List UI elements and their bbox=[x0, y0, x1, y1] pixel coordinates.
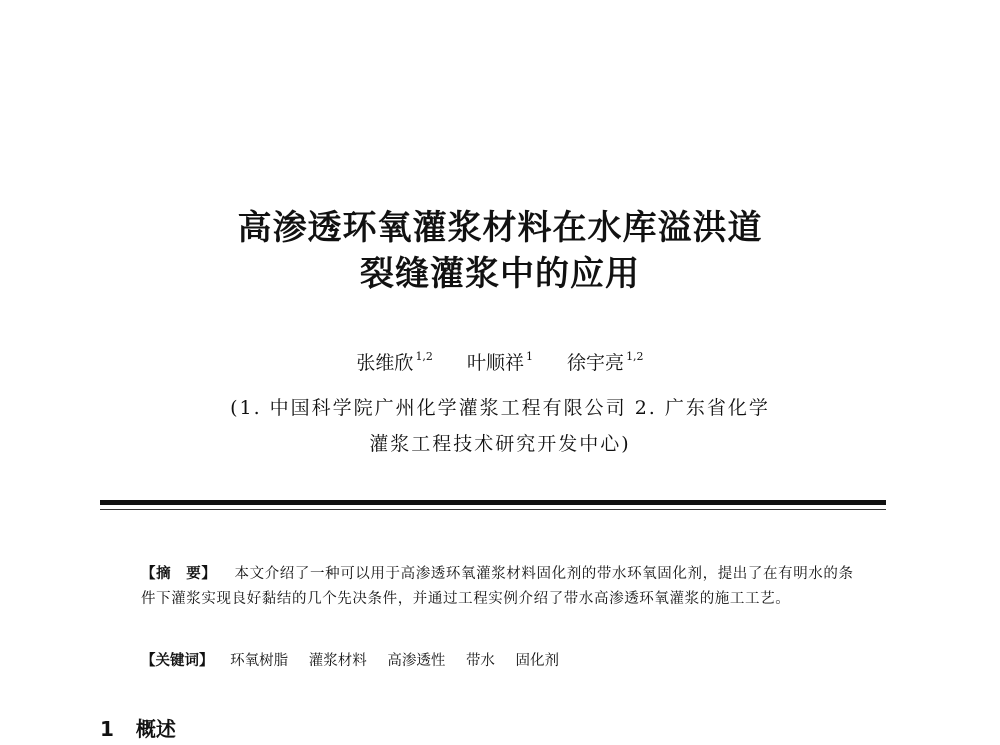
author-affiliation-mark: 1,2 bbox=[626, 350, 644, 363]
author-name: 叶顺祥 bbox=[466, 352, 524, 374]
affiliation-line-2: 灌浆工程技术研究开发中心) bbox=[369, 433, 631, 455]
section-title: 概述 bbox=[135, 717, 176, 741]
section-heading bbox=[100, 716, 176, 742]
author-affiliation-mark: 1,2 bbox=[415, 350, 433, 363]
header-rule-thin bbox=[100, 509, 886, 510]
author-list bbox=[0, 344, 1000, 376]
keyword: 固化剂 bbox=[515, 653, 560, 669]
section-number: 1 bbox=[100, 717, 114, 741]
author-affiliation-mark: 1 bbox=[526, 350, 533, 363]
paper-title-line-1: 高渗透环氧灌浆材料在水库溢洪道 bbox=[237, 208, 763, 248]
paper-title-line-2: 裂缝灌浆中的应用 bbox=[360, 254, 640, 294]
author bbox=[356, 352, 433, 374]
keyword: 环氧树脂 bbox=[230, 653, 289, 669]
keywords bbox=[141, 649, 863, 674]
abstract-text: 本文介绍了一种可以用于高渗透环氧灌浆材料固化剂的带水环氧固化剂，提出了在有明水的条件下灌浆实现良好黏结的几个先决条件，并通过工程实例介绍了带水高渗透环氧灌浆的施工工艺。 bbox=[141, 566, 854, 607]
abstract-label: 【摘 要】 bbox=[141, 566, 217, 582]
keyword: 带水 bbox=[465, 653, 495, 669]
affiliation-line-1: (1. 中国科学院广州化学灌浆工程有限公司 2. 广东省化学 bbox=[230, 397, 770, 419]
author-name: 徐宇亮 bbox=[567, 352, 625, 374]
keyword: 灌浆材料 bbox=[308, 653, 367, 669]
author bbox=[467, 352, 533, 374]
keyword: 高渗透性 bbox=[387, 653, 446, 669]
header-rule-thick bbox=[100, 500, 886, 505]
keywords-label: 【关键词】 bbox=[141, 653, 214, 669]
author bbox=[567, 352, 644, 374]
author-name: 张维欣 bbox=[356, 352, 414, 374]
abstract bbox=[141, 562, 863, 612]
